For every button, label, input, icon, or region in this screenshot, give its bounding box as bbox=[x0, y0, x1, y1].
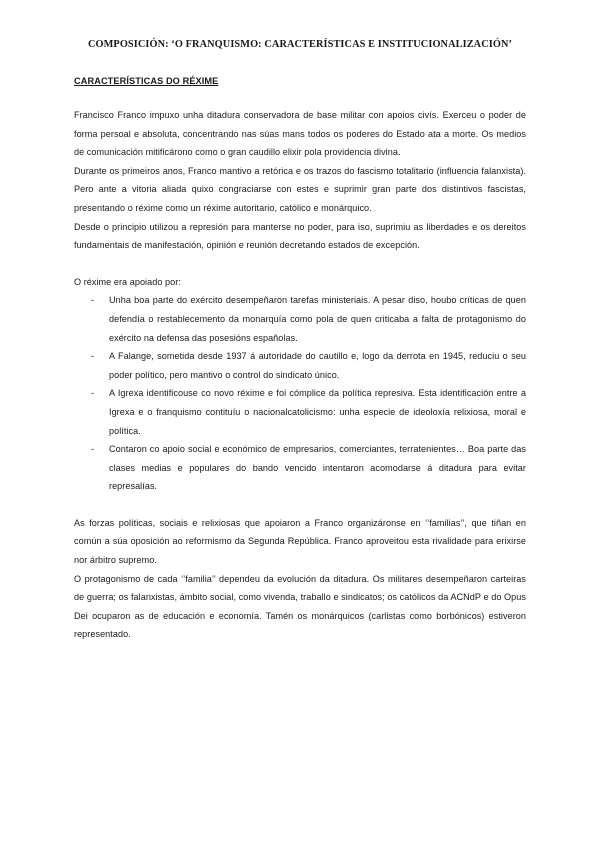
document-title: COMPOSICIÓN: ‘O FRANQUISMO: CARACTERÍSTICAS E INSTITUCIONALIZACIÓN’ bbox=[87, 39, 513, 50]
paragraph-early-years: Durante os primeiros anos, Franco mantivo a retórica e os trazos do fascismo totalitario (influencia falanxista). Pero ante a vitoria aliada quixo congraciarse con estes e suprimir gran parte dos distintivos fascistas, presentando o réxime como un réxime autoritario, católico e monárquico. bbox=[74, 165, 526, 213]
list-item bbox=[74, 384, 526, 440]
bullet-dash: - bbox=[91, 388, 95, 399]
section-heading: CARACTERÍSTICAS DO RÉXIME bbox=[74, 76, 219, 86]
bullet-dash: - bbox=[91, 351, 95, 362]
list-item-text: A Falange, sometida desde 1937 á autoridade do cautillo e, logo da derrota en 1945, reduciu o seu poder político, pero mantivo o control do sindicato único. bbox=[109, 351, 526, 380]
bullet-dash: - bbox=[91, 444, 95, 455]
list-item-text: Contaron co apoio social e económico de empresarios, comerciantes, terratenientes… Boa parte das clases medias e populares do bando vencido intentaron acomodarse á ditadura para evitar represalías. bbox=[109, 444, 526, 492]
list-item bbox=[74, 347, 526, 384]
paragraph-dictatorship: Francisco Franco impuxo unha ditadura conservadora de base militar con apoios civís. Exerceu o poder de forma persoal e absoluta, concentrando nas súas mans todos os poderes do Estado ata a morte. Os medios de comunicación mitificárono como o gran caudillo elixir pola providencia divina. bbox=[74, 110, 526, 158]
list-item bbox=[74, 291, 526, 347]
list-item-text: Unha boa parte do exército desempeñaron tarefas ministeriais. A pesar diso, houbo críticas de quen defendía o restablecemento da monarquía como pola de quen criticaba a falta de protagonismo do exército na defensa das posesións españolas. bbox=[109, 295, 526, 343]
paragraph-families: As forzas políticas, sociais e relixiosas que apoiaron a Franco organizáronse en ‘’familias’’, que tiñan en común a súa oposición ao reformismo da Segunda República. Franco aproveitou esta rivalidade para erixirse nor árbitro supremo. bbox=[74, 517, 526, 566]
list-item-text: A Igrexa identificouse co novo réxime e foi cómplice da política represiva. Esta identificación entre a Igrexa e o franquismo contituíu o nacionalcatolicismo: unha especie de ideoloxía relixiosa, moral e política. bbox=[109, 388, 526, 436]
support-intro: O réxime era apoiado por: bbox=[74, 276, 181, 287]
support-list bbox=[74, 291, 526, 496]
list-item bbox=[74, 440, 526, 496]
paragraph-repression: Desde o principio utilizou a represión para manterse no poder, para iso, suprimiu as liberdades e os dereitos fundamentais de manifestación, opinión e reunión decretando estados de excepción. bbox=[74, 221, 526, 251]
bullet-dash: - bbox=[91, 295, 95, 306]
paragraph-family-roles: O protagonismo de cada ‘’familia’’ dependeu da evolución da ditadura. Os militares desempeñaron carteiras de guerra; os falanxistas, ámbito social, como vivenda, traballo e sindicatos; os católicos da ACNdP e do Opus Dei ocuparon as de educación e economía. Tamén os monárquicos (carlistas como borbónicos) estiveron representado. bbox=[74, 573, 526, 640]
